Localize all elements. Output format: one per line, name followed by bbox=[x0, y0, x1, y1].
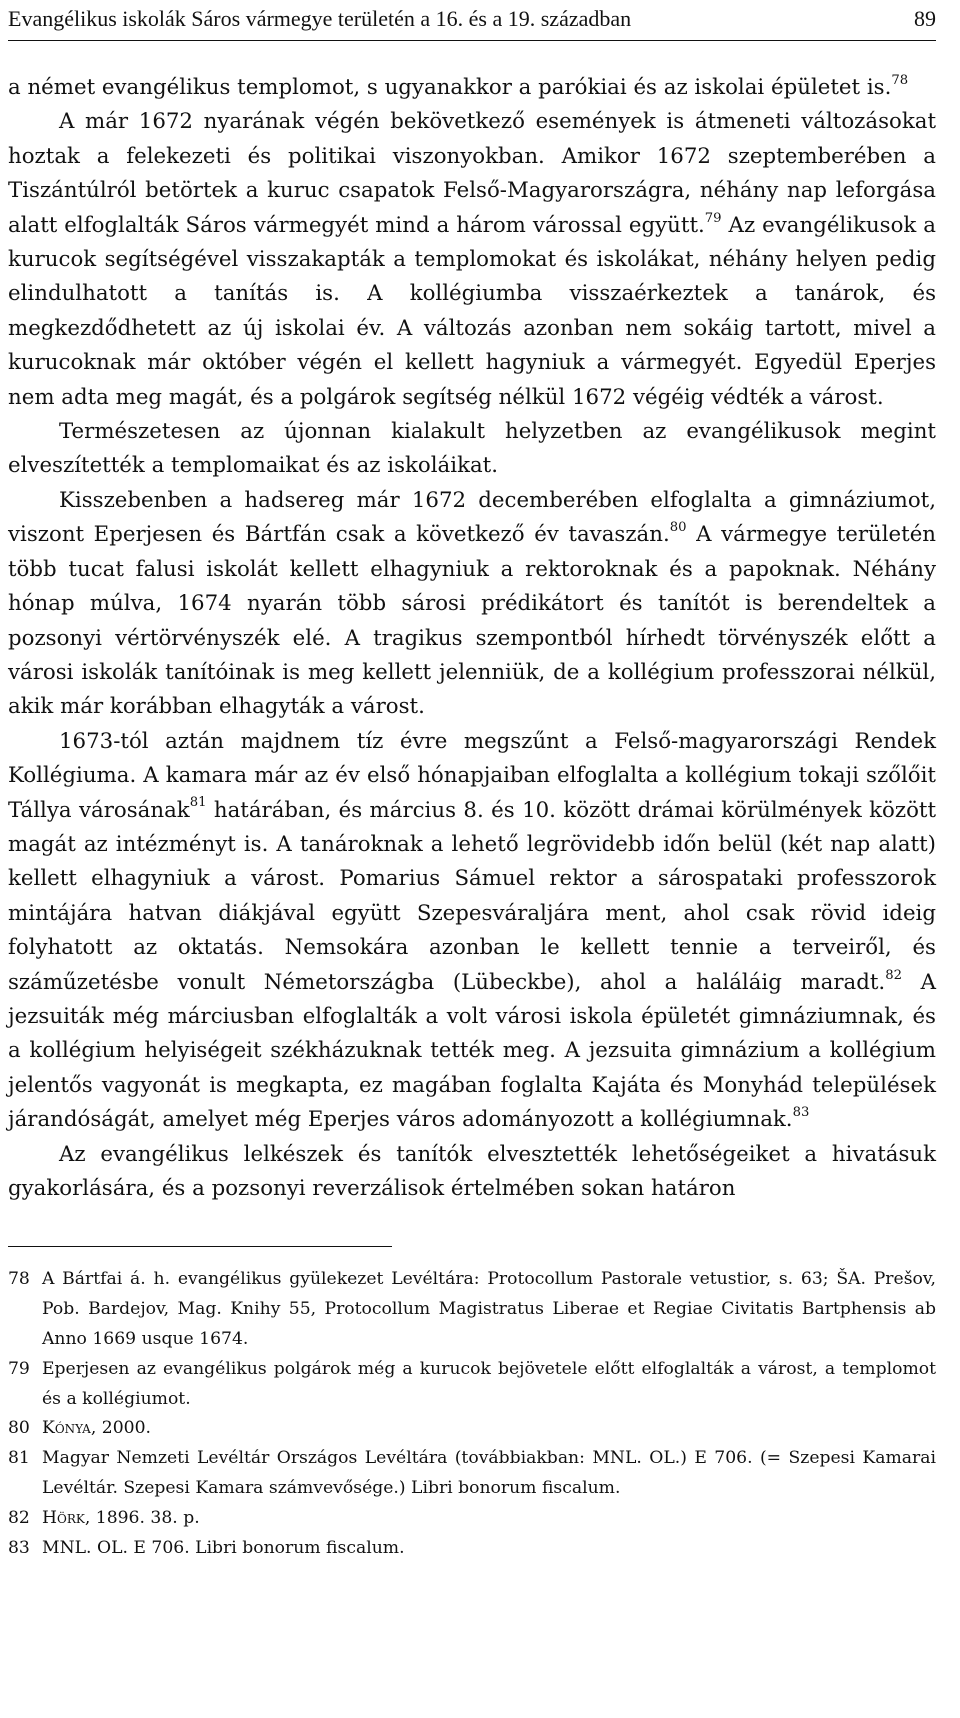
footnote-text bbox=[42, 1355, 936, 1415]
footnote-ref[interactable]: 78 bbox=[891, 72, 909, 88]
footnote-ref[interactable]: 83 bbox=[792, 1105, 810, 1121]
running-head-title: Evangélikus iskolák Sáros vármegye területén a 16. és a 19. században bbox=[8, 6, 632, 31]
text-run: A jezsuiták még márciusban elfoglalták a volt városi iskola épületét gimnáziumnak, és a kollégium helyiségeit székházuknak tették meg. A jezsuita gimnázium a kollégium jelentős vagyonát is megkapta, ez magában foglalta Kajáta és Monyhád települések járandóságát, amelyet még Eperjes város adományozott a kollégiumnak. bbox=[8, 969, 936, 1133]
text-run: A már 1672 nyarának végén bekövetkező események is átmeneti változásokat hoztak a felekezeti és politikai viszonyokban. Amikor 1672 szeptemberében a Tiszántúlról betörtek a kuruc csapatok Felső-Magyarországra, néhány nap leforgása alatt elfoglalták Sáros vármegyét mind a három várossal együtt. bbox=[8, 109, 936, 238]
body-text bbox=[8, 71, 936, 1206]
footnote-number: 78 bbox=[8, 1269, 30, 1290]
footnote bbox=[8, 1265, 936, 1354]
paragraph bbox=[8, 484, 936, 725]
footnote bbox=[8, 1444, 936, 1504]
paragraph bbox=[8, 1138, 936, 1207]
text-run: A vármegye területén több tucat falusi iskolát kellett elhagyniuk a rektoroknak és a papoknak. Néhány hónap múlva, 1674 nyarán több sárosi prédikátort és tanítót is berendeltek a pozsonyi vértörvényszék elé. A tragikus szempontból hírhedt törvényszék előtt a városi iskolák tanítóinak is meg kellett jelenniük, de a kollégium professzorai nélkül, akik már korábban elhagyták a várost. bbox=[8, 522, 937, 720]
footnote-text bbox=[42, 1504, 936, 1534]
text-run: Eperjesen az evangélikus polgárok még a kurucok bejövetele előtt elfoglalták a várost, a templomot és a kollégiumot. bbox=[42, 1358, 936, 1409]
text-run: határában, és március 8. és 10. között drámai körülmények között magát az intézményt is. A tanároknak a lehető legrövidebb időn belül (két nap alatt) kellett elhagyniuk a várost. Pomarius Sámuel rektor a sárospataki professzorok mintájára hatvan diákjával együtt Szepesváraljára ment, ahol csak rövid ideig folyhatott az oktatás. Nemsokára azonban le kellett tennie a terveiről, és száműzetésbe vonult Németországba (Lübeckbe), ahol a haláláig maradt. bbox=[8, 797, 937, 995]
text-run: , 2000. bbox=[90, 1418, 151, 1439]
footnote-number: 80 bbox=[8, 1418, 30, 1439]
paragraph bbox=[8, 71, 936, 105]
footnote-ref[interactable]: 82 bbox=[885, 967, 902, 983]
text-run: A Bártfai á. h. evangélikus gyülekezet Levéltára: Protocollum Pastorale vetustior, s. 63; ŠA. Prešov, Pob. Bardejov, Mag. Knihy 55, Protocollum Magistratus Liberae et Regiae Civitatis Bartphensis ab Anno 1669 usque 1674. bbox=[42, 1269, 936, 1349]
footnotes bbox=[8, 1265, 936, 1563]
text-run: Az evangélikus lelkészek és tanítók elvesztették lehetőségeiket a hivatásuk gyakorlására, és a pozsonyi reverzálisok értelmében sokan határon bbox=[8, 1141, 936, 1201]
footnote-ref[interactable]: 81 bbox=[189, 795, 207, 811]
paragraph bbox=[8, 105, 936, 415]
footnote bbox=[8, 1355, 936, 1415]
footnote-ref[interactable]: 80 bbox=[669, 520, 687, 536]
footnote bbox=[8, 1414, 936, 1444]
text-run: Természetesen az újonnan kialakult helyzetben az evangélikusok megint elveszítették a templomaikat és az iskoláikat. bbox=[8, 419, 936, 479]
running-head bbox=[8, 0, 936, 41]
paragraph bbox=[8, 415, 936, 484]
paragraph bbox=[8, 725, 936, 1138]
footnote-number: 81 bbox=[8, 1448, 30, 1469]
footnote bbox=[8, 1534, 936, 1564]
author-name: Hörk bbox=[42, 1507, 85, 1528]
text-run: Magyar Nemzeti Levéltár Országos Levéltára (továbbiakban: MNL. OL.) E 706. (= Szepesi Kamarai Levéltár. Szepesi Kamara számvevősége.) Libri bonorum fiscalum. bbox=[42, 1448, 936, 1498]
text-run: a német evangélikus templomot, s ugyanakkor a parókiai és az iskolai épületet is. bbox=[8, 75, 892, 100]
footnote-number: 82 bbox=[8, 1507, 30, 1528]
footnote-number: 79 bbox=[8, 1358, 30, 1379]
text-run: Az evangélikusok a kurucok segítségével visszakapták a templomokat és iskolákat, néhány helyen pedig elindulhatott a tanítás is. A kollégiumba visszaérkeztek a tanárok, és megkezdődhetett az új iskolai év. A változás azonban nem sokáig tartott, mivel a kurucoknak már október végén el kellett hagyniuk a vármegyét. Egyedül Eperjes nem adta meg magát, és a polgárok segítség nélkül 1672 végéig védték a várost. bbox=[8, 212, 937, 410]
footnote-number: 83 bbox=[8, 1537, 30, 1558]
text-run: MNL. OL. E 706. Libri bonorum fiscalum. bbox=[42, 1537, 405, 1558]
footnote-text bbox=[42, 1265, 936, 1354]
author-name: Kónya bbox=[42, 1418, 91, 1439]
footnote-text bbox=[42, 1414, 936, 1444]
text-run: , 1896. 38. p. bbox=[84, 1507, 200, 1528]
footnote-ref[interactable]: 79 bbox=[704, 210, 722, 226]
footnote-divider bbox=[8, 1246, 392, 1247]
text-run: 1673-tól aztán majdnem tíz évre megszűnt a Felső-magyarországi Rendek Kollégiuma. A kamara már az év első hónapjaiban elfoglalta a kollégium tokaji szőlőit Tállya városának bbox=[8, 728, 936, 823]
footnote-text bbox=[42, 1534, 936, 1564]
text-run: Kisszebenben a hadsereg már 1672 decemberében elfoglalta a gimnáziumot, viszont Eperjesen és Bártfán csak a következő év tavaszán. bbox=[8, 487, 936, 548]
footnote bbox=[8, 1504, 936, 1534]
page-number: 89 bbox=[914, 6, 936, 31]
footnote-text bbox=[42, 1444, 936, 1504]
